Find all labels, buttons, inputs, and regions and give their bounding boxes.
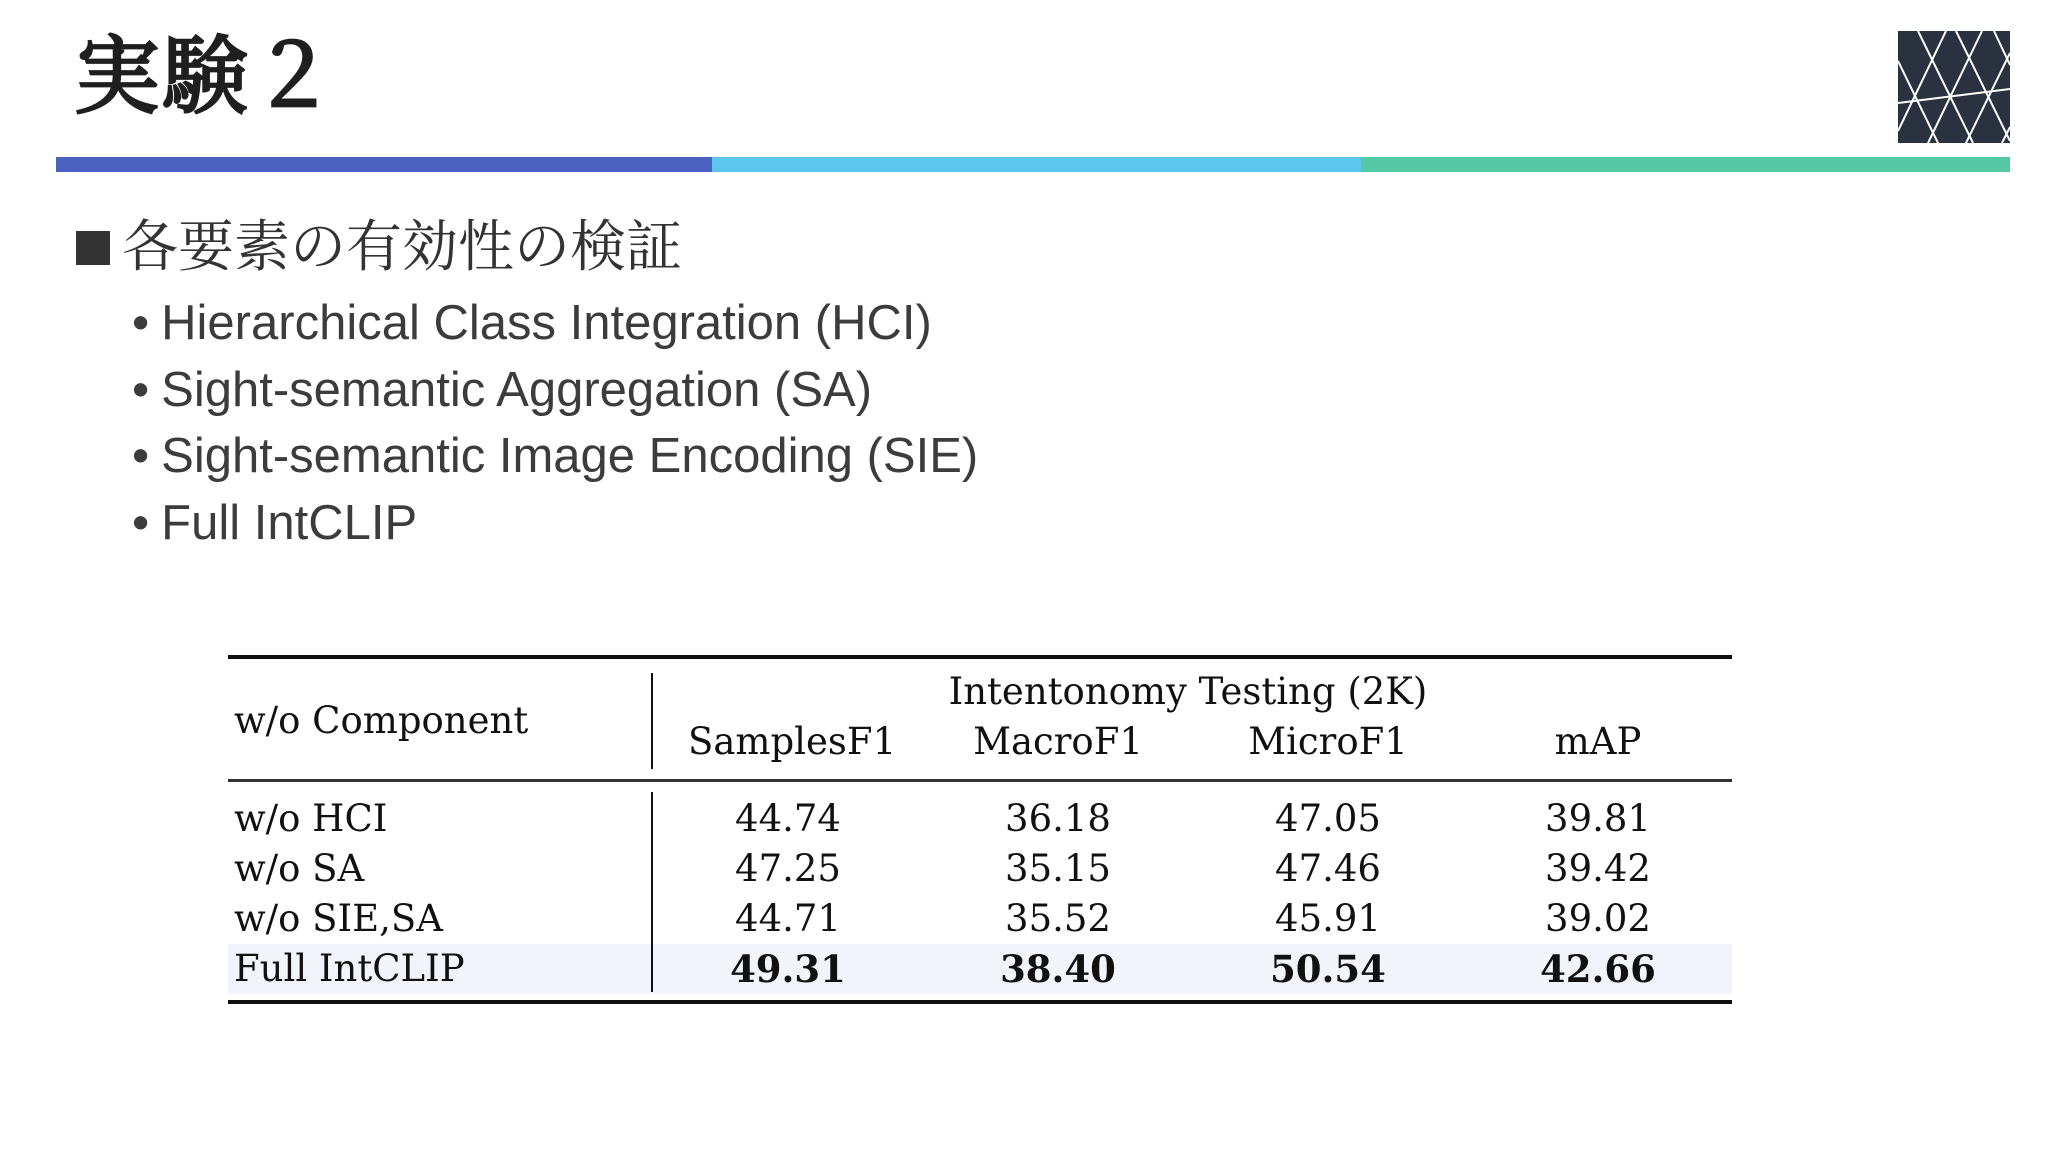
section-heading-text: 各要素の有効性の検証 <box>122 215 682 280</box>
row-label: w/o SIE,SA <box>234 897 443 940</box>
bullet-item <box>132 290 978 357</box>
column-header: SamplesF1 <box>688 720 897 763</box>
bullet-text: Sight-semantic Aggregation (SA) <box>161 362 873 417</box>
table-cell: 47.25 <box>735 847 841 890</box>
table-cell-best: 50.54 <box>1270 947 1386 991</box>
bullet-dot: • <box>132 296 150 350</box>
bullet-list <box>132 290 978 556</box>
table-cell: 45.91 <box>1275 897 1381 940</box>
table-cell: 39.42 <box>1545 847 1651 890</box>
column-header: MacroF1 <box>973 720 1143 763</box>
table-body-divider <box>651 792 653 992</box>
color-bar-segment-cyan <box>712 157 1361 172</box>
square-bullet-icon <box>76 231 110 265</box>
title-color-bar <box>56 157 2010 172</box>
table-header-rule <box>228 779 1732 782</box>
bullet-dot: • <box>132 495 150 550</box>
corner-header: w/o Component <box>234 699 529 742</box>
table-bottom-rule <box>228 1000 1732 1004</box>
table-cell-best: 49.31 <box>730 947 846 991</box>
slide-title: 実験２ <box>74 27 338 127</box>
section-heading <box>76 214 682 281</box>
lattice-logo-icon <box>1898 31 2010 143</box>
table-cell: 35.15 <box>1005 847 1111 890</box>
column-header: mAP <box>1554 720 1642 763</box>
table-cell: 39.81 <box>1545 797 1651 840</box>
column-header: MicroF1 <box>1248 720 1408 763</box>
table-header-divider <box>651 673 653 769</box>
table-cell: 35.52 <box>1005 897 1111 940</box>
bullet-item <box>132 357 978 424</box>
table-cell-best: 38.40 <box>1000 947 1116 991</box>
bullet-item <box>132 423 978 490</box>
table-cell: 39.02 <box>1545 897 1651 940</box>
row-label: w/o HCI <box>234 797 388 840</box>
table-cell: 36.18 <box>1005 797 1111 840</box>
bullet-dot: • <box>132 362 150 417</box>
group-header: Intentonomy Testing (2K) <box>948 670 1428 713</box>
bullet-text: Sight-semantic Image Encoding (SIE) <box>161 429 979 483</box>
color-bar-segment-green <box>1361 157 2010 172</box>
bullet-text: Full IntCLIP <box>161 495 418 550</box>
table-cell: 44.71 <box>735 897 841 940</box>
ablation-results-table <box>228 655 1732 1005</box>
bullet-text: Hierarchical Class Integration (HCI) <box>161 296 932 350</box>
bullet-dot: • <box>132 429 150 483</box>
row-label: w/o SA <box>234 847 365 890</box>
table-top-rule <box>228 655 1732 659</box>
color-bar-segment-blue <box>56 157 712 172</box>
table-cell-best: 42.66 <box>1540 947 1656 991</box>
row-label-full-model: Full IntCLIP <box>234 947 465 990</box>
table-cell: 47.05 <box>1275 797 1381 840</box>
table-cell: 47.46 <box>1275 847 1381 890</box>
table-cell: 44.74 <box>735 797 841 840</box>
bullet-item <box>132 490 978 557</box>
